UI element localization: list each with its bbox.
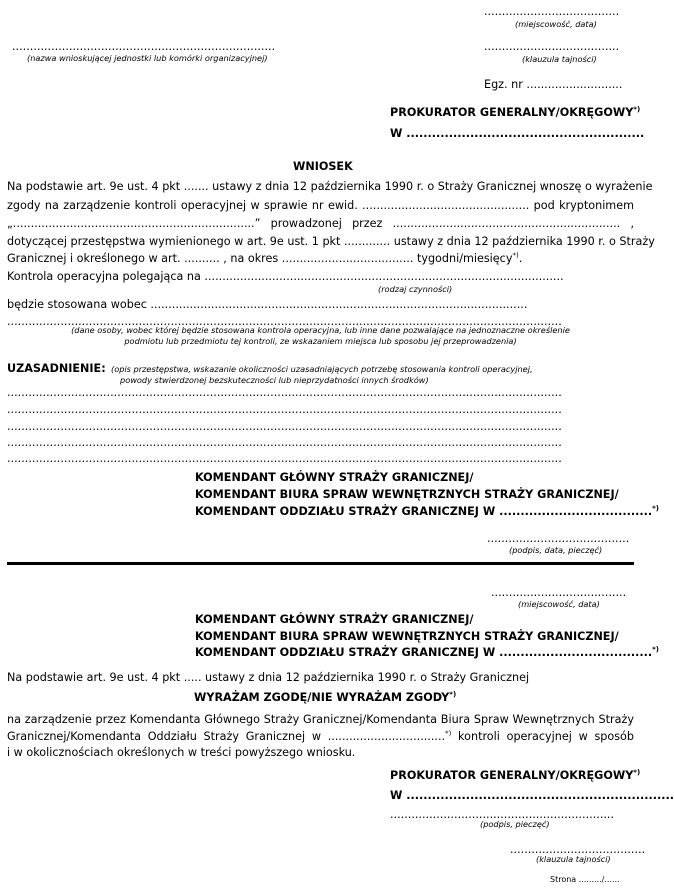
decision-text-1: na zarządzenie przez Komendanta Głównego Straży Granicznej/Komendanta Biura Spraw Wewnętrznych Straży bbox=[7, 713, 634, 726]
consent-heading: WYRAŻAM ZGODĘ/NIE WYRAŻAM ZGODY*) bbox=[194, 690, 457, 704]
decision-secrecy-dots[interactable]: ...................................... bbox=[510, 843, 646, 856]
unit-caption: (nazwa wnioskującej jednostki lub komórki organizacyjnej) bbox=[27, 53, 268, 63]
request-line-2: zgody na zarządzenie kontroli operacyjnej w sprawie nr ewid. ............................................... pod kryptonimem bbox=[7, 199, 634, 212]
decision-basis: Na podstawie art. 9e ust. 4 pkt ..... ustawy z dnia 12 października 1990 r. o Straży Granicznej bbox=[7, 671, 530, 684]
footnote-mark: *) bbox=[633, 105, 641, 114]
decision-place-date-caption: (miejscowość, data) bbox=[518, 599, 600, 609]
place-date-caption: (miejscowość, data) bbox=[515, 19, 597, 29]
place-date-dots[interactable]: ...................................... bbox=[484, 5, 620, 18]
decision-addressee-2: KOMENDANT BIURA SPRAW WEWNĘTRZNYCH STRAŻY GRANICZNEJ/ bbox=[195, 630, 619, 643]
request-line-4: dotyczącej przestępstwa wymienionego w art. 9e ust. 1 pkt ............. ustawy z dnia 12 października 1990 r. o Straży bbox=[7, 235, 655, 248]
addressee-place[interactable]: W ........................................................ bbox=[390, 127, 645, 140]
decision-sign-dots[interactable]: ............................................................... bbox=[390, 808, 615, 821]
justification-line-2[interactable]: ............................................................................................................................................................ bbox=[7, 403, 562, 416]
applicant-sign-caption: (podpis, data, pieczęć) bbox=[509, 545, 603, 555]
applicant-line-2: KOMENDANT BIURA SPRAW WEWNĘTRZNYCH STRAŻY GRANICZNEJ/ bbox=[195, 488, 619, 501]
unit-dots[interactable]: .......................................................................... bbox=[12, 40, 276, 53]
request-line-8[interactable]: ............................................................................................................................................................ bbox=[7, 315, 562, 328]
justification-label: UZASADNIENIE: bbox=[7, 362, 106, 375]
secrecy-caption: (klauzula tajności) bbox=[522, 54, 597, 64]
request-line-7: będzie stosowana wobec .......................................................................................................... bbox=[7, 298, 528, 311]
decision-sign-caption: (podpis, pieczęć) bbox=[480, 819, 550, 829]
person-caption-1: (dane osoby, wobec której będzie stosowana kontrola operacyjna, lub inne dane pozwalające na jednoznaczne określenie bbox=[71, 325, 570, 335]
activity-caption: (rodzaj czynności) bbox=[378, 284, 453, 294]
decision-prosecutor-place[interactable]: W ............................................................... bbox=[390, 789, 674, 802]
decision-prosecutor-title: PROKURATOR GENERALNY/OKRĘGOWY*) bbox=[390, 768, 641, 782]
request-line-3: „....................................................................” prowadzonej przez ................................................................ , bbox=[7, 217, 634, 230]
justification-line-5[interactable]: ............................................................................................................................................................ bbox=[7, 452, 562, 465]
justification-line-4[interactable]: ............................................................................................................................................................ bbox=[7, 436, 562, 449]
decision-addressee-1: KOMENDANT GŁÓWNY STRAŻY GRANICZNEJ/ bbox=[195, 613, 474, 626]
section-divider bbox=[7, 562, 634, 565]
applicant-line-3: KOMENDANT ODDZIAŁU STRAŻY GRANICZNEJ W ....................................*) bbox=[195, 504, 659, 518]
decision-text-2: Granicznej/Komendanta Oddziału Straży Granicznej w .................................*) kontroli operacyjnej w sposób bbox=[7, 729, 634, 743]
request-title: WNIOSEK bbox=[293, 160, 353, 173]
decision-addressee-3: KOMENDANT ODDZIAŁU STRAŻY GRANICZNEJ W ....................................*) bbox=[195, 645, 659, 659]
decision-text-3: i w okolicznościach określonych w treści powyższego wniosku. bbox=[7, 746, 356, 759]
request-line-6: Kontrola operacyjna polegająca na ..................................................................................................... bbox=[7, 270, 564, 283]
justification-caption-1: (opis przestępstwa, wskazanie okoliczności uzasadniających potrzebę stosowania kontroli operacyjnej, bbox=[111, 364, 533, 374]
addressee-title: PROKURATOR GENERALNY/OKRĘGOWY*) bbox=[390, 105, 641, 119]
copy-number[interactable]: Egz. nr ........................... bbox=[484, 78, 623, 91]
applicant-sign-dots[interactable]: ........................................ bbox=[487, 532, 630, 545]
justification-line-3[interactable]: ............................................................................................................................................................ bbox=[7, 420, 562, 433]
page-number: Strona ........./...... bbox=[550, 875, 620, 884]
justification-caption-2: powody stwierdzonej bezskuteczności lub nieprzydatności innych środków) bbox=[120, 375, 429, 385]
request-line-5: Granicznej i określonego w art. .......... , na okres ..................................... tygodni/miesięcy*). bbox=[7, 251, 523, 265]
secrecy-dots[interactable]: ...................................... bbox=[484, 40, 620, 53]
decision-place-date-dots[interactable]: ...................................... bbox=[491, 586, 627, 599]
applicant-line-1: KOMENDANT GŁÓWNY STRAŻY GRANICZNEJ/ bbox=[195, 471, 474, 484]
person-caption-2: podmiotu lub przedmiotu tej kontroli, ze wskazaniem miejsca lub sposobu jej przeprowadzenia) bbox=[124, 336, 517, 346]
decision-secrecy-caption: (klauzula tajności) bbox=[536, 854, 611, 864]
justification-line-1[interactable]: ............................................................................................................................................................ bbox=[7, 386, 562, 399]
request-line-1: Na podstawie art. 9e ust. 4 pkt ....... ustawy z dnia 12 października 1990 r. o Straży Granicznej wnoszę o wyrażenie bbox=[7, 180, 653, 193]
